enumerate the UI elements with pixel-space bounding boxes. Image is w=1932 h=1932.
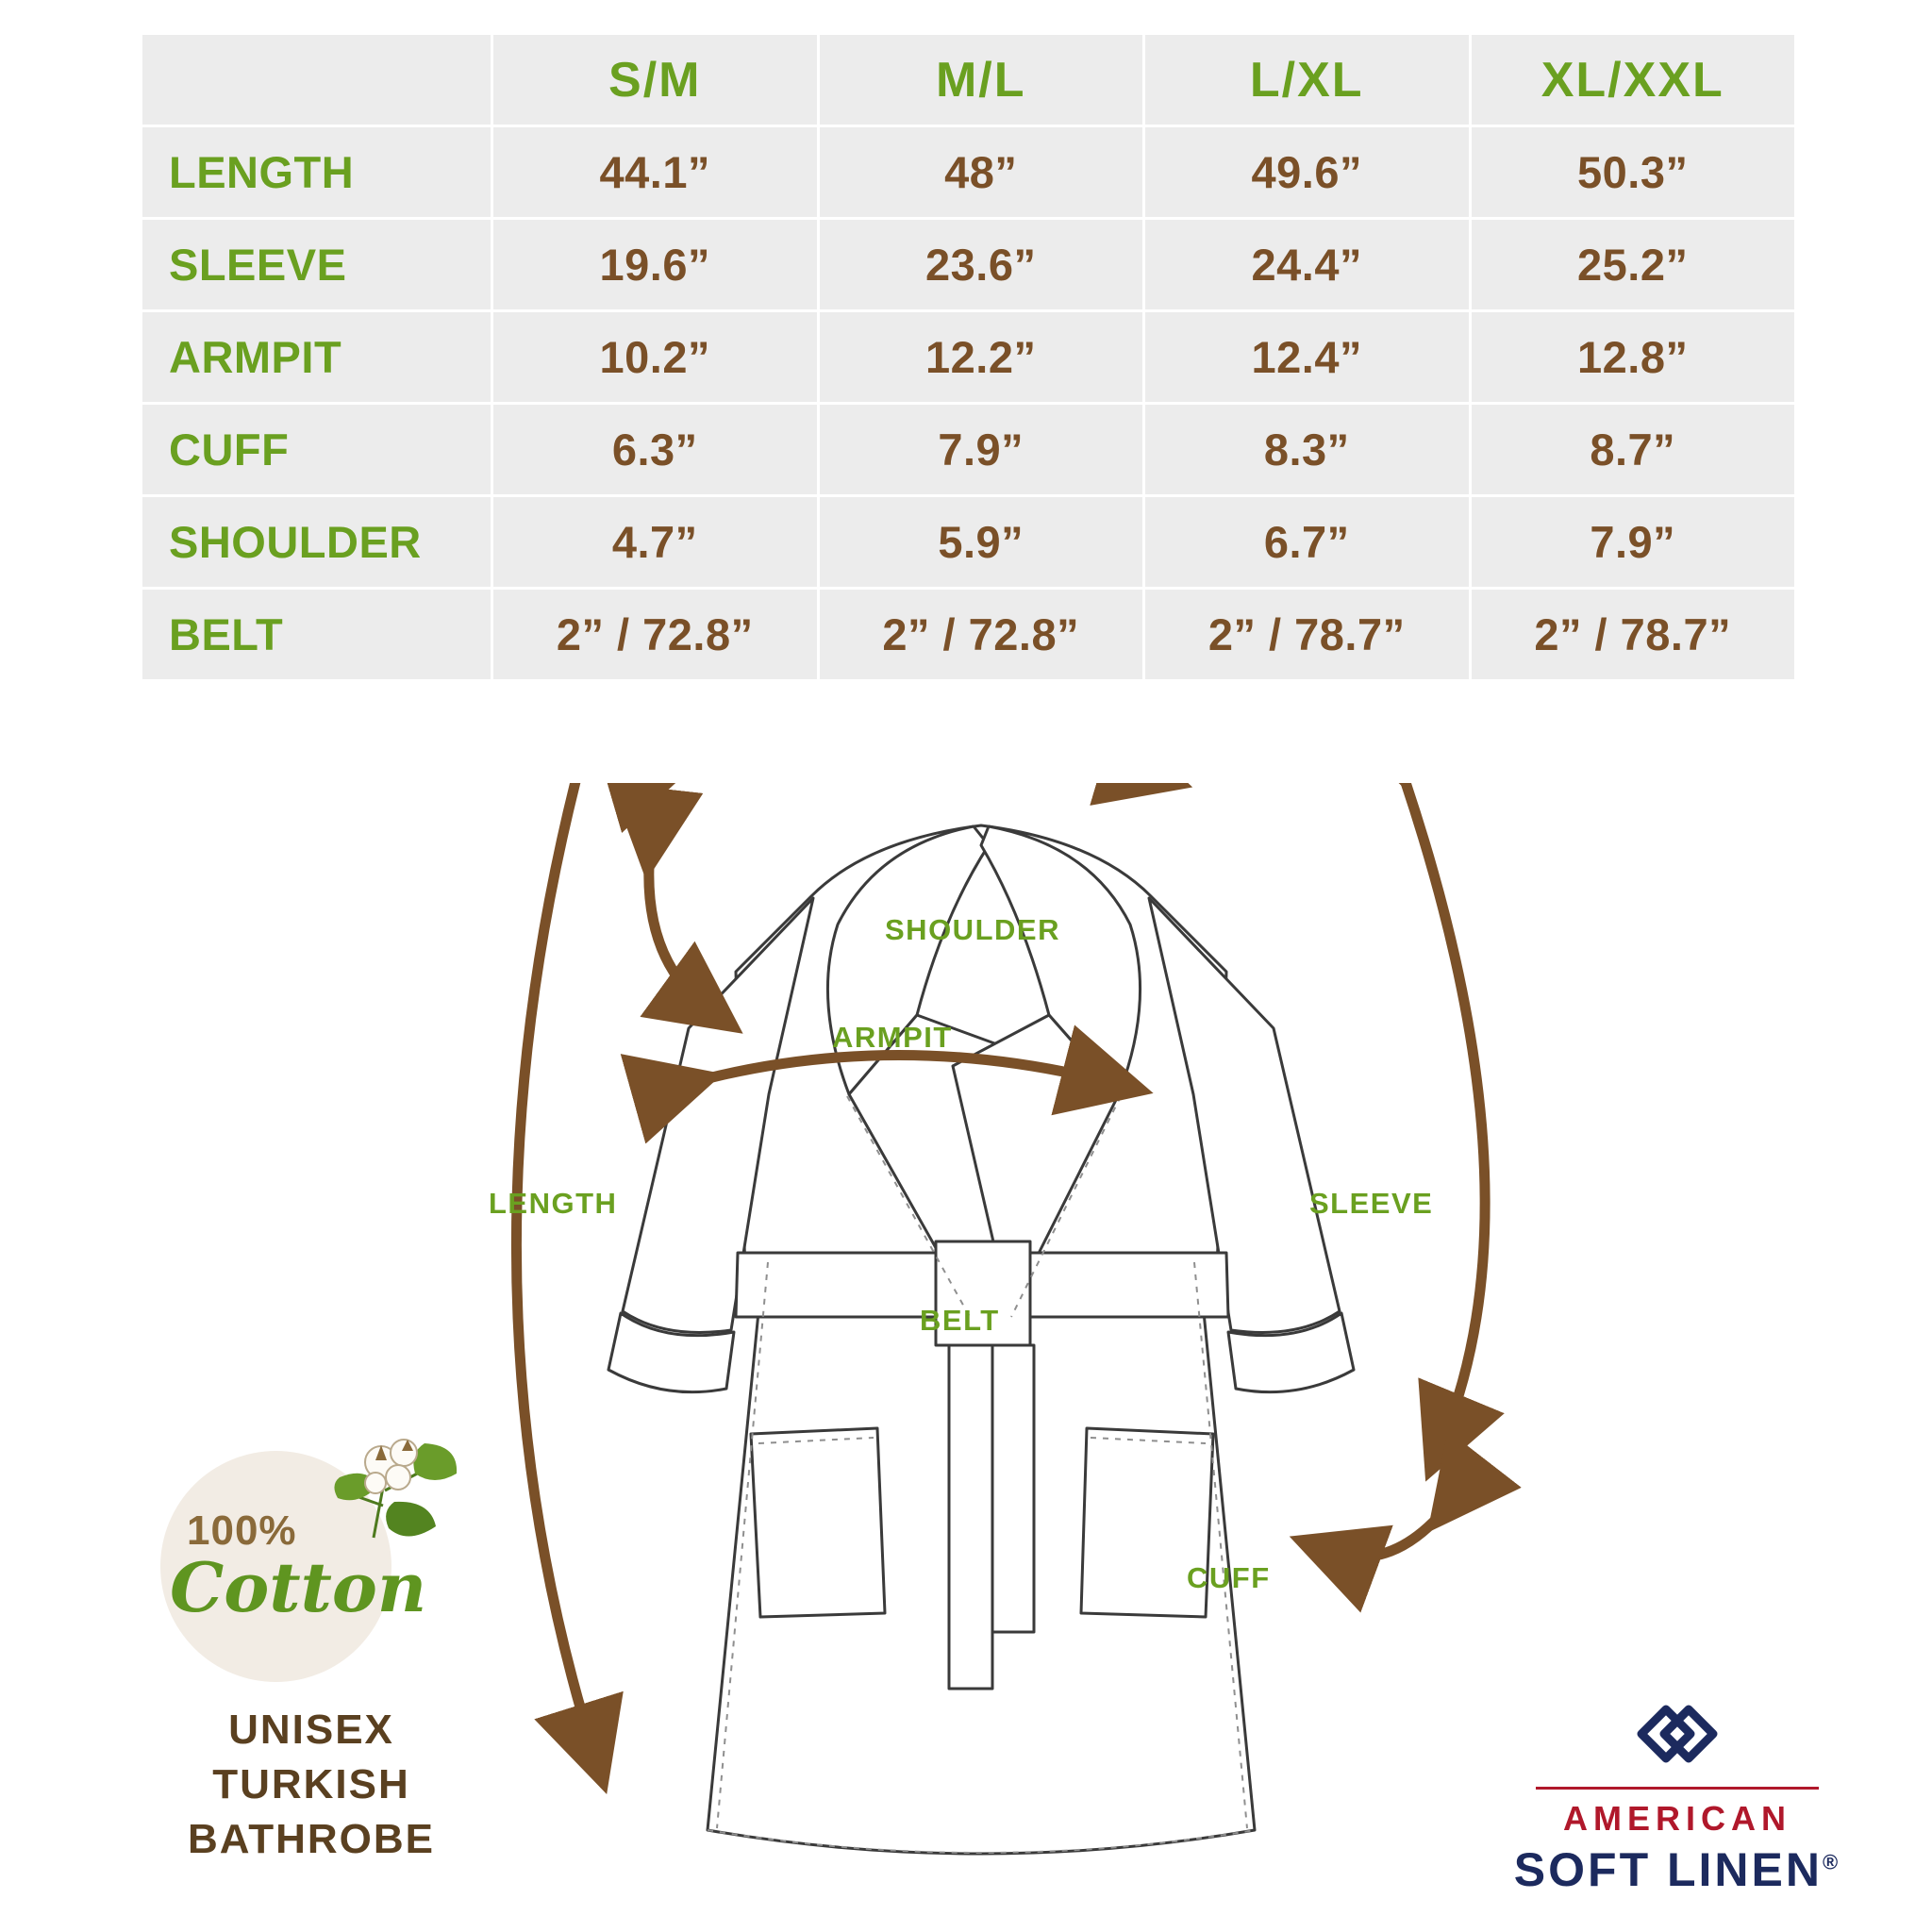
table-row (142, 496, 1796, 589)
registered-mark: ® (1823, 1850, 1841, 1874)
brand-logo (1479, 1689, 1875, 1897)
badge-material: Cotton (170, 1547, 427, 1627)
cell-sleeve-lxl: 24.4” (1144, 219, 1471, 311)
cell-belt-xlxxl: 2” / 78.7” (1470, 589, 1796, 681)
table-header-row (142, 34, 1796, 126)
cell-armpit-sm: 10.2” (492, 311, 819, 404)
cell-armpit-lxl: 12.4” (1144, 311, 1471, 404)
brand-line-1: AMERICAN (1563, 1799, 1791, 1838)
cotton-plant-icon (283, 1424, 462, 1566)
cell-cuff-xlxxl: 8.7” (1470, 404, 1796, 496)
diagram-label-shoulder: SHOULDER (885, 913, 1060, 946)
cotton-badge (151, 1424, 462, 1689)
badge-percent: 100% (187, 1507, 297, 1554)
caption-line-2: TURKISH (212, 1761, 410, 1808)
cell-length-sm: 44.1” (492, 126, 819, 219)
cuff-arrow (1328, 1500, 1453, 1557)
row-label-cuff: CUFF (142, 404, 492, 496)
cell-belt-ml: 2” / 72.8” (818, 589, 1144, 681)
cell-sleeve-sm: 19.6” (492, 219, 819, 311)
cell-cuff-ml: 7.9” (818, 404, 1144, 496)
table-corner-cell (142, 34, 492, 126)
diagram-label-length: LENGTH (489, 1187, 618, 1220)
cell-sleeve-ml: 23.6” (818, 219, 1144, 311)
table-row (142, 311, 1796, 404)
size-header-sm: S/M (492, 34, 819, 126)
table-row (142, 404, 1796, 496)
cell-armpit-xlxxl: 12.8” (1470, 311, 1796, 404)
brand-line-2 (1479, 1842, 1875, 1897)
cell-length-lxl: 49.6” (1144, 126, 1471, 219)
cell-belt-sm: 2” / 72.8” (492, 589, 819, 681)
cell-armpit-ml: 12.2” (818, 311, 1144, 404)
diagram-label-armpit: ARMPIT (832, 1021, 953, 1054)
belt-arrow (683, 1055, 1113, 1085)
row-label-belt: BELT (142, 589, 492, 681)
diagram-label-cuff: CUFF (1187, 1561, 1271, 1594)
product-caption (113, 1703, 509, 1867)
cell-length-ml: 48” (818, 126, 1144, 219)
armpit-arrow (649, 840, 709, 1009)
row-label-sleeve: SLEEVE (142, 219, 492, 311)
table-row (142, 126, 1796, 219)
celtic-knot-logo-icon (1621, 1689, 1734, 1779)
length-arrow (516, 783, 594, 1755)
diagram-label-belt: BELT (920, 1304, 1000, 1337)
table-row (142, 219, 1796, 311)
cell-sleeve-xlxxl: 25.2” (1470, 219, 1796, 311)
cell-length-xlxxl: 50.3” (1470, 126, 1796, 219)
size-chart-table (140, 32, 1797, 682)
sleeve-arrow (1396, 783, 1485, 1443)
table-row (142, 589, 1796, 681)
caption-line-3: BATHROBE (187, 1816, 436, 1863)
size-header-lxl: L/XL (1144, 34, 1471, 126)
row-label-shoulder: SHOULDER (142, 496, 492, 589)
measurement-arrows (453, 783, 1547, 1896)
row-label-armpit: ARMPIT (142, 311, 492, 404)
cell-shoulder-xlxxl: 7.9” (1470, 496, 1796, 589)
size-header-xlxxl: XL/XXL (1470, 34, 1796, 126)
size-header-ml: M/L (818, 34, 1144, 126)
cell-shoulder-sm: 4.7” (492, 496, 819, 589)
cell-shoulder-ml: 5.9” (818, 496, 1144, 589)
brand-line-2-text: SOFT LINEN (1513, 1843, 1823, 1896)
row-label-length: LENGTH (142, 126, 492, 219)
logo-divider (1536, 1787, 1819, 1790)
diagram-label-sleeve: SLEEVE (1309, 1187, 1434, 1220)
cell-cuff-sm: 6.3” (492, 404, 819, 496)
cell-cuff-lxl: 8.3” (1144, 404, 1471, 496)
caption-line-1: UNISEX (228, 1707, 394, 1753)
cell-belt-lxl: 2” / 78.7” (1144, 589, 1471, 681)
cell-shoulder-lxl: 6.7” (1144, 496, 1471, 589)
